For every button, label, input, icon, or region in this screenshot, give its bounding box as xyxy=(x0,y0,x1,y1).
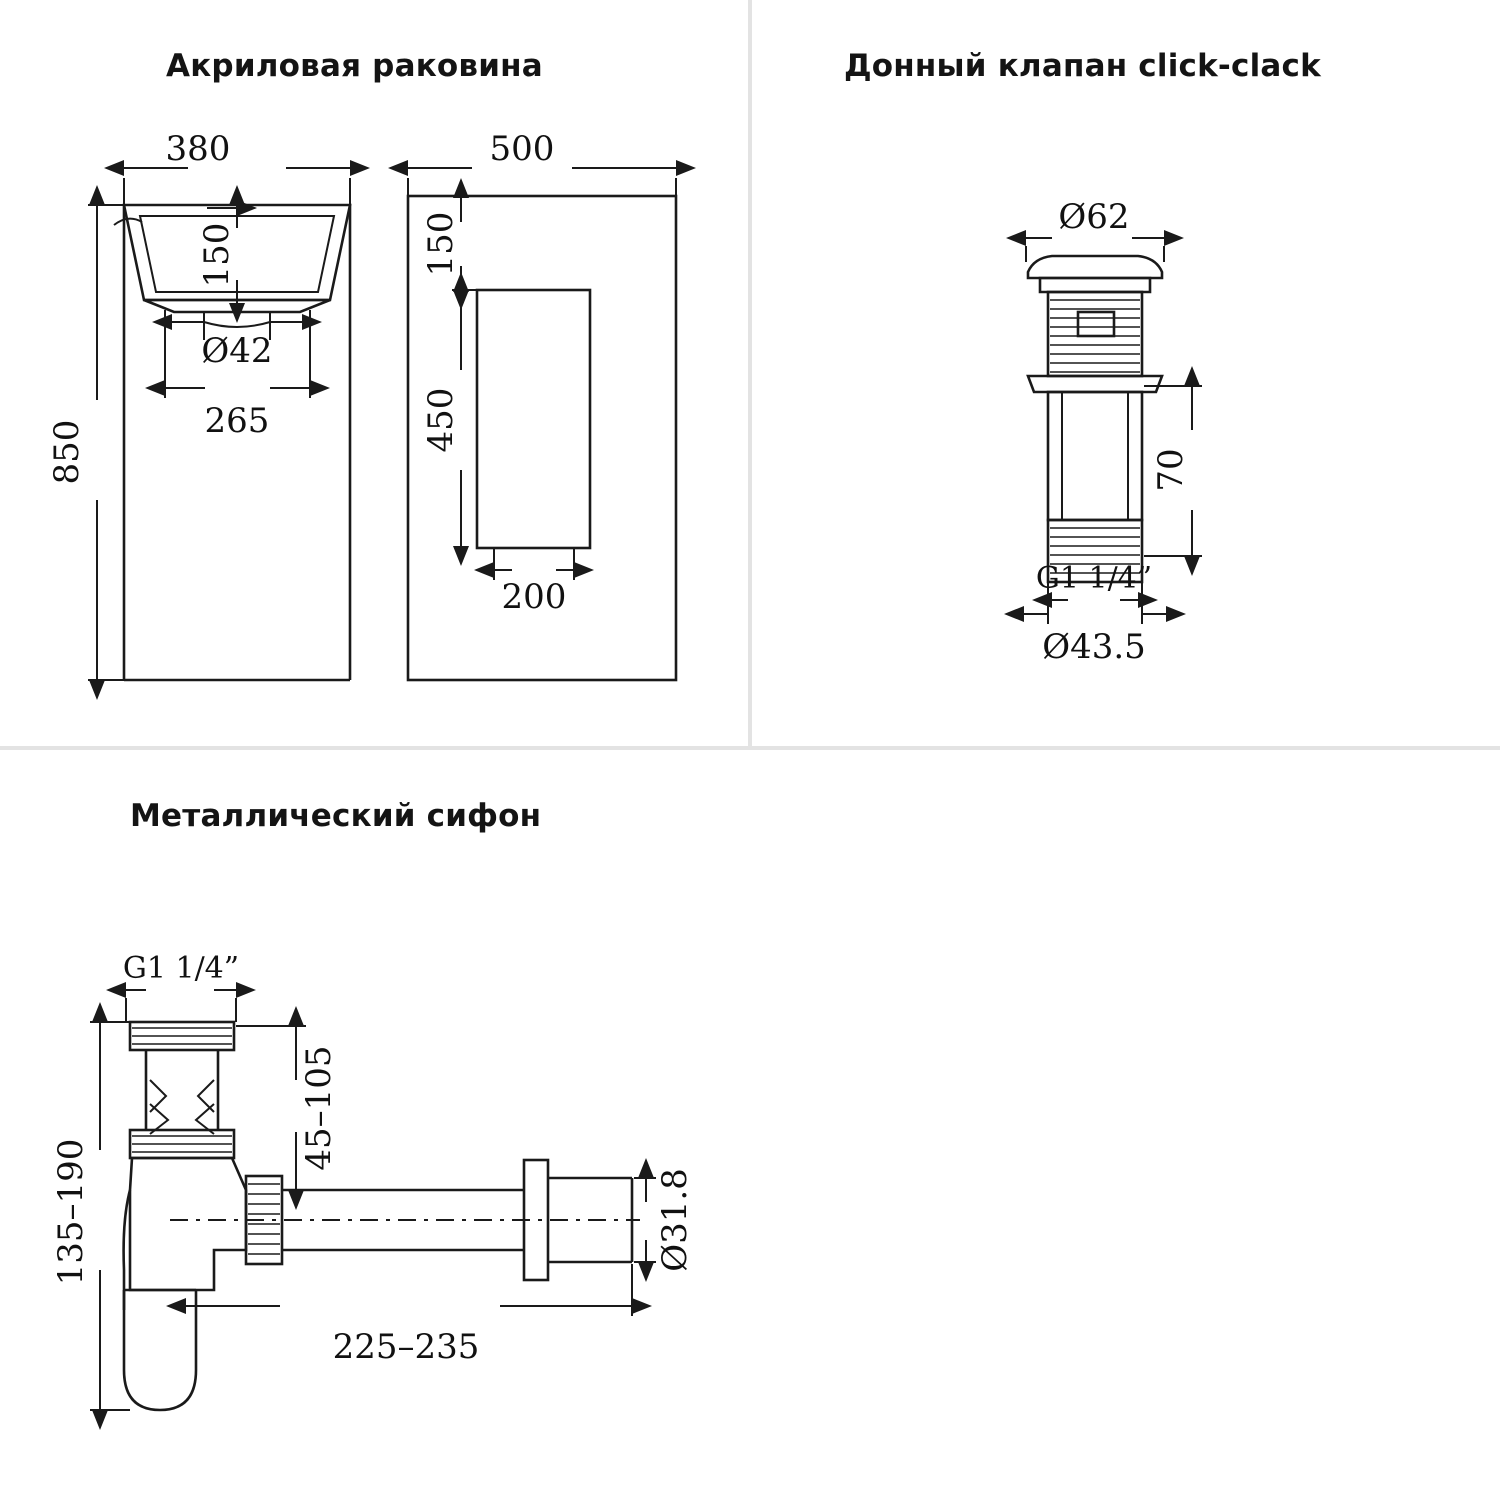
dim-outlet-length-range: 225–235 xyxy=(332,1327,480,1367)
siphon-drawing xyxy=(0,750,748,1500)
panel-click-clack xyxy=(752,0,1500,746)
panel-sink xyxy=(0,0,748,746)
dim-inlet-height-range: 45–105 xyxy=(299,1045,339,1171)
panel-siphon xyxy=(0,750,748,1500)
dim-cap-diameter: Ø62 xyxy=(1058,197,1130,237)
dim-height-range: 135–190 xyxy=(51,1138,91,1286)
dim-front-width: 380 xyxy=(165,129,231,169)
dim-side-body-height: 450 xyxy=(421,387,461,453)
dim-total-height: 850 xyxy=(47,419,87,485)
dim-body-diameter: Ø43.5 xyxy=(1042,627,1146,667)
dim-side-body-width: 200 xyxy=(501,577,567,617)
dim-bowl-depth: 150 xyxy=(197,222,237,288)
dim-bowl-inner-width: 265 xyxy=(204,401,270,441)
panel-click-clack-title: Донный клапан click-clack xyxy=(844,48,1321,84)
dim-outlet-diameter: Ø31.8 xyxy=(655,1168,695,1272)
dim-side-top-height: 150 xyxy=(421,211,461,277)
click-clack-drawing xyxy=(752,0,1500,746)
panel-siphon-title: Металлический сифон xyxy=(130,798,542,834)
dim-thread-length: 70 xyxy=(1151,448,1191,492)
panel-sink-title: Акриловая раковина xyxy=(166,48,543,84)
sink-drawing xyxy=(0,0,748,746)
dim-thread-spec: G1 1/4” xyxy=(1035,561,1153,596)
dim-side-width: 500 xyxy=(489,129,555,169)
dim-inlet-thread: G1 1/4” xyxy=(122,951,240,986)
dim-drain-diameter: Ø42 xyxy=(201,331,273,371)
